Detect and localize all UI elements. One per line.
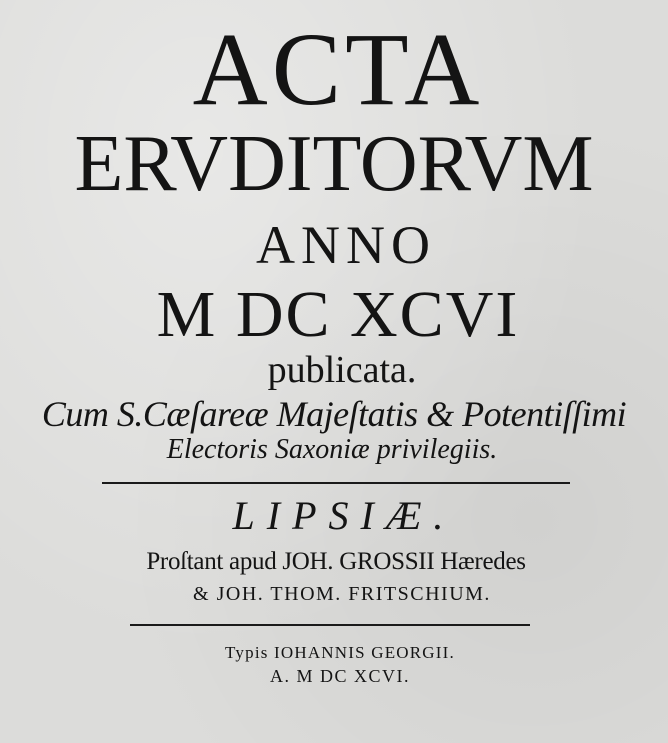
divider-rule-bottom <box>130 624 530 626</box>
privilege-line-1: Cum S.Cæſareæ Majeſtatis & Potentiſſimi <box>41 394 627 434</box>
privilege-line-2: Electoris Saxoniæ privilegiis. <box>166 434 498 465</box>
publicata-label: publicata. <box>267 349 417 391</box>
title-eruditorum: ERVDITORVM <box>74 120 594 208</box>
publisher-line-2: & JOH. THOM. FRITSCHIUM. <box>193 583 491 605</box>
title-acta: ACTA <box>192 12 484 127</box>
printer-line: Typis IOHANNIS GEORGII. <box>225 643 455 662</box>
print-year: A. M DC XCVI. <box>269 666 410 686</box>
place-of-publication: LIPSIÆ. <box>232 493 456 538</box>
publisher-line-1: Proſtant apud JOH. GROSSII Hæredes <box>146 548 526 575</box>
year-roman: M DC XCVI <box>156 278 520 351</box>
anno-label: ANNO <box>256 215 436 275</box>
divider-rule-top <box>102 482 570 484</box>
